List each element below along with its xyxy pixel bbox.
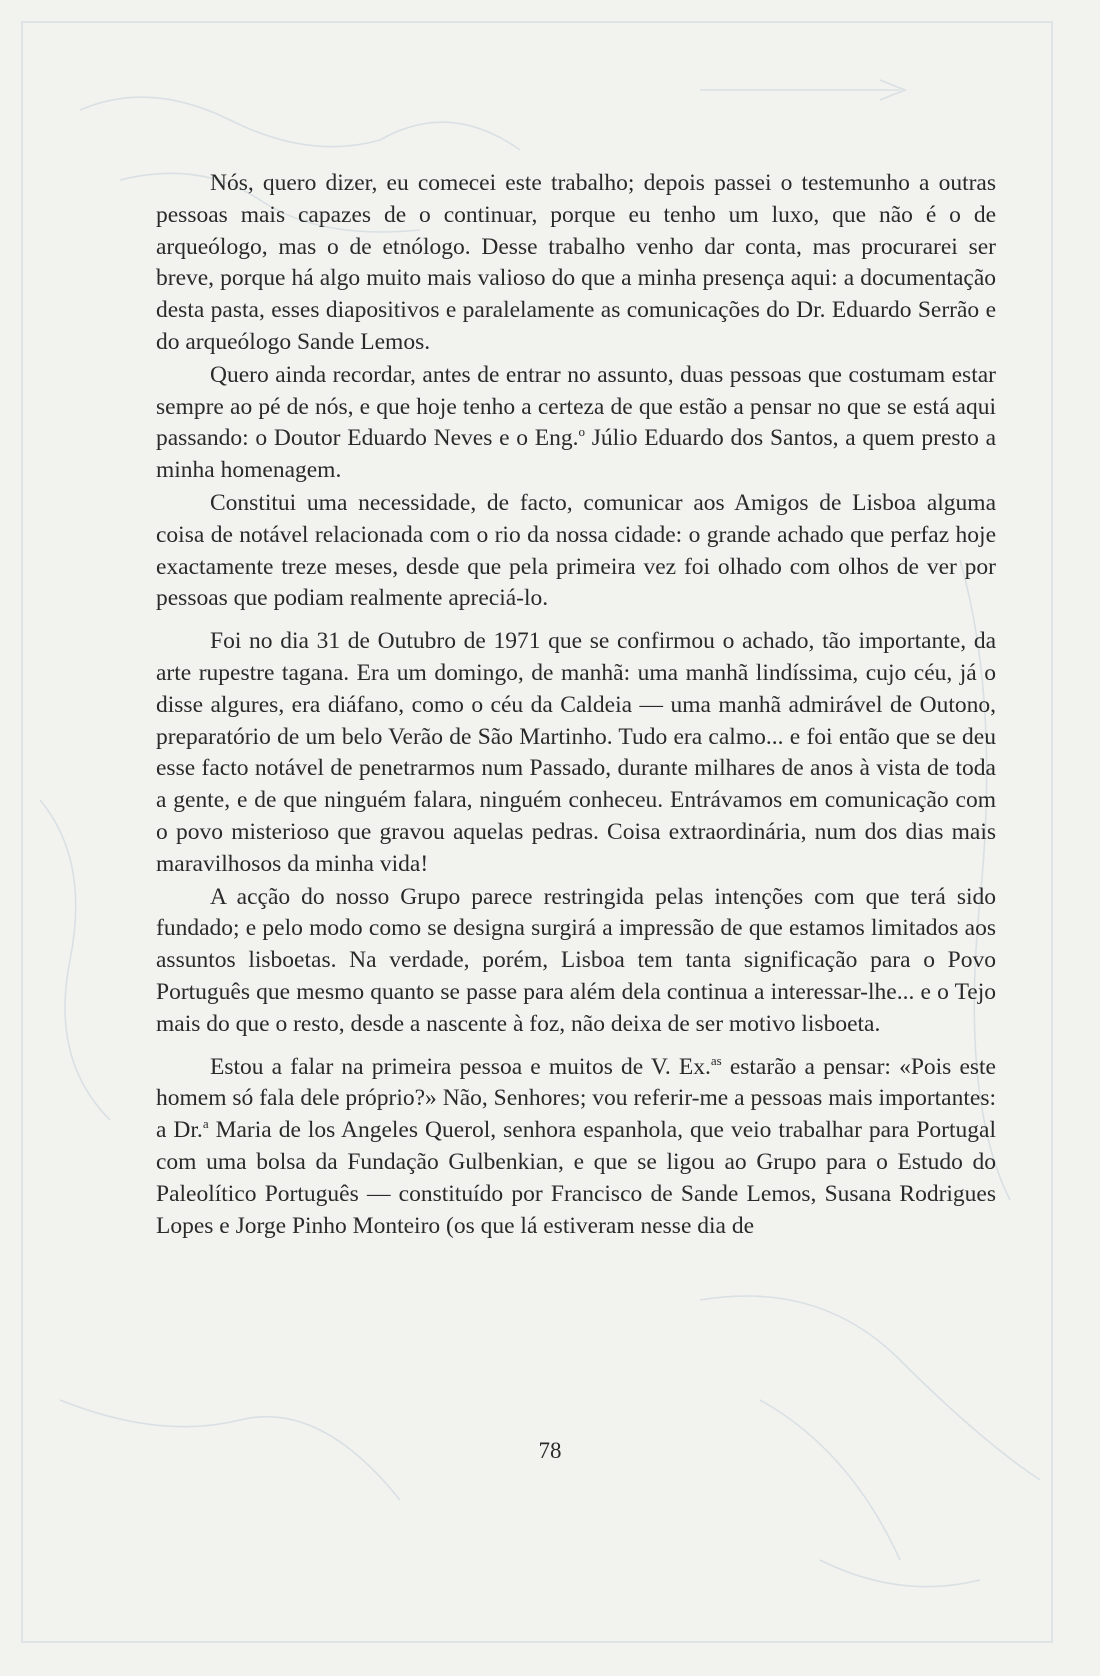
paragraph-6: Estou a falar na primeira pessoa e muitos de V. Ex.$^{as}$ estarão a pensar: «Pois este homem só fala dele próprio?» Não, Senhores; vou referir-me a pessoas mais importantes: a Dr.$^a$ Maria de los Angeles Querol, senhora espanhola, que veio trabalhar para Portugal com uma bolsa da Fundação Gulbenkian, e que se ligou ao Grupo para o Estudo do Paleolítico Português — constituído por Francisco de Sande Lemos, Susana Rodrigues Lopes e Jorge Pinho Monteiro (os que lá estiveram nesse dia de [156,1052,996,1239]
paragraph-3: Constitui uma necessidade, de facto, comunicar aos Amigos de Lisboa alguma coisa de notável relacionada com o rio da nossa cidade: o grande achado que perfaz hoje exactamente treze meses, desde que pela primeira vez foi olhado com olhos de ver por pessoas que podiam realmente apreciá-lo. [156,489,996,612]
superscript: o [578,424,585,440]
paragraph-5: A acção do nosso Grupo parece restringida pelas intenções com que terá sido fundado; e pelo modo como se designa surgirá a impressão de que estamos limitados aos assuntos lisboetas. Na verdade, porém, Lisboa tem tanta significação para o Povo Português que mesmo quanto se passe para além dela continua a interessar-lhe... e o Tejo mais do que o resto, desde a nascente à foz, não deixa de ser motivo lisboeta. [156,883,996,1037]
paragraph-4: Foi no dia 31 de Outubro de 1971 que se confirmou o achado, tão importante, da arte rupestre tagana. Era um domingo, de manhã: uma manhã lindíssima, cujo céu, já o disse algures, era diáfano, como o céu da Caldeia — uma manhã admirável de Outono, preparatório de um belo Verão de São Martinho. Tudo era calmo... e foi então que se deu esse facto notável de penetrarmos num Passado, durante milhares de anos à vista de toda a gente, e de que ninguém falara, ninguém conheceu. Entrávamos em comunicação com o povo misterioso que gravou aquelas pedras. Coisa extraordinária, num dos dias mais maravilhosos da minha vida! [156,628,996,877]
paragraph-2: Quero ainda recordar, antes de entrar no assunto, duas pessoas que costumam estar sempre ao pé de nós, e que hoje tenho a certeza de que estão a pensar no que se está aqui passando: o Doutor Eduardo Neves e o Eng.$^o$ Júlio Eduardo dos Santos, a quem presto a minha homenagem. [156,361,996,484]
superscript: as [710,1052,722,1068]
superscript: a [202,1116,209,1132]
page-number: 78 [538,1438,562,1463]
paragraph-1: Nós, quero dizer, eu comecei este trabalho; depois passei o testemunho a outras pessoas mais capazes de o continuar, porque eu tenho um luxo, que não é o de arqueólogo, mas o de etnólogo. Desse trabalho venho dar conta, mas procurarei ser breve, porque há algo muito mais valioso do que a minha presença aqui: a documentação desta pasta, esses diapositivos e paralelamente as comunicações do Dr. Eduardo Serrão e do arqueólogo Sande Lemos. [156,170,996,355]
body-text [156,168,996,1242]
